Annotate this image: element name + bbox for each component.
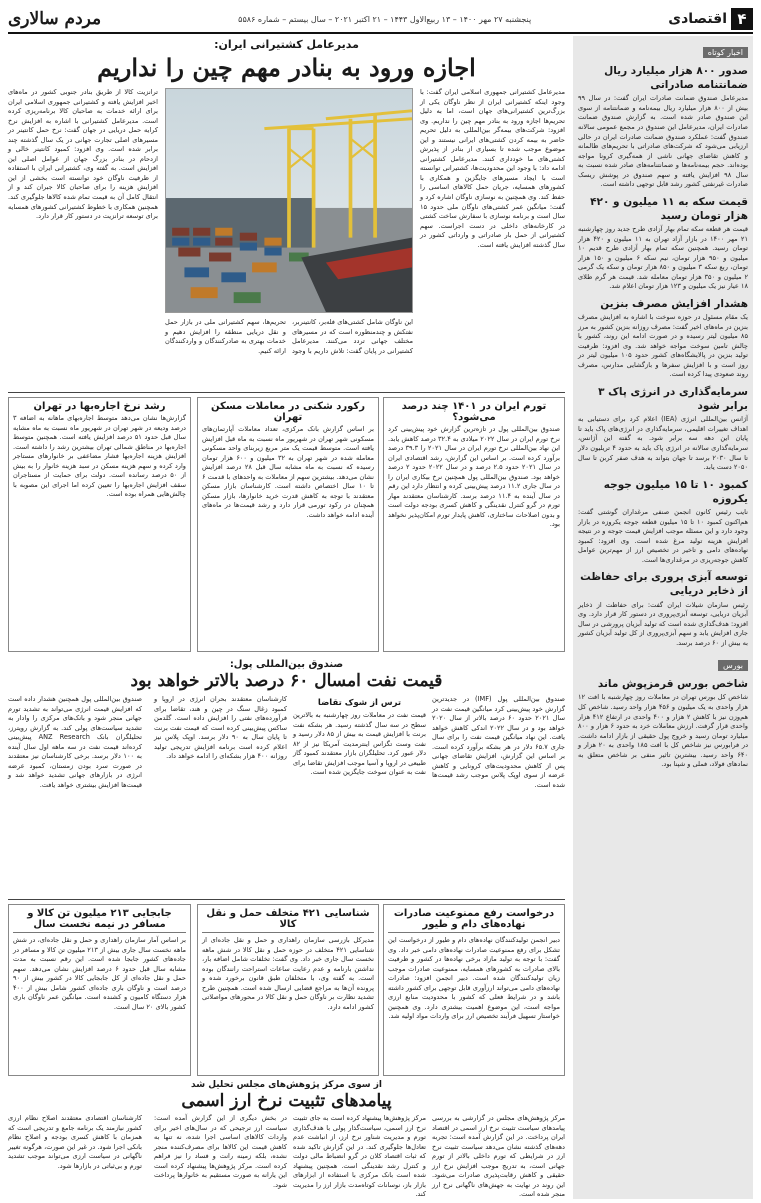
- brief-title: توسعه آبزی پروری برای حفاظت از ذخایر دریایی: [580, 571, 748, 598]
- oil-column: کارشناسان معتقدند بحران انرژی در اروپا و کمبود زغال سنگ در چین و هند، تقاضا برای فرآورده‌های نفتی را افزایش داده است. گلدمن ساکس پیش‌بینی کرده است که قیمت نفت برنت تا پایان سال به ۹۰ دلار برسد. اوپک پلاس نیز اعلام کرده است برنامه افزایش تدریجی تولید روزانه ۴۰۰ هزار بشکه‌ای را ادامه خواهد داد.: [154, 695, 287, 761]
- brief-item: [578, 478, 748, 566]
- bourse-tag: بورس: [718, 660, 748, 671]
- brief-body: یک مقام مسئول در حوزه سوخت با اشاره به افزایش مصرف بنزین در ماه‌های اخیر گفت: مصرف روزانه بنزین کشور به مرز ۸۵ میلیون لیتر رسیده و در صورت ادامه این روند، کشور با چالش تامین سوخت مواجه خواهد شد. وی افزود: ظرفیت تولید بنزین در پالایشگاه‌های کشور حدود ۱۰۵ میلیون لیتر در روز است و با افزایش سفرها و بازگشایی مدارس، مصرف روند صعودی پیدا کرده است.: [578, 313, 748, 379]
- lead-kicker: مدیرعامل کشتیرانی ایران:: [214, 38, 359, 51]
- bottom-story-title: جابجایی ۲۱۳ میلیون تن کالا و مسافر در نیمه نخست سال: [13, 908, 186, 933]
- lead-column-secondary: ترانزیت کالا از طریق بنادر جنوبی کشور در ماه‌های اخیر افزایش یافته و کشتیرانی جمهوری اسلامی ایران برای ارائه خدمات به صاحبان کالا برنامه‌ریزی کرده است. مدیرعامل کشتیرانی با اشاره به افزایش نرخ کرایه حمل دریایی در جهان گفت: نرخ حمل کانتینر در مسیرهای اصلی تجارت جهانی در یک سال گذشته چند برابر شده است. وی افزود: کمبود کانتینر خالی و ازدحام در بنادر بزرگ جهان از عوامل اصلی این افزایش است. به گفته وی، کشتیرانی ایران با استفاده از ظرفیت ناوگان خود توانسته است بخشی از این افزایش هزینه را برای صاحبان کالا جبران کند و از انتقال کامل آن به قیمت تمام شده کالاها جلوگیری کند. همچنین همکاری با خطوط کشتیرانی کشورهای همسایه برای توسعه ترانزیت در دستور کار قرار دارد.: [8, 88, 158, 221]
- brief-body: آژانس بین‌المللی انرژی (IEA) اعلام کرد برای دستیابی به اهداف تغییرات اقلیمی، سرمایه‌گذاری در انرژی‌های پاک باید تا پایان این دهه سه برابر شود. به گفته این آژانس، سرمایه‌گذاری سالانه در انرژی پاک باید به حدود ۴ تریلیون دلار تا سال ۲۰۳۰ برسد تا جهان بتواند به هدف صفر کربن تا سال ۲۰۵۰ دست یابد.: [578, 415, 749, 472]
- bottom-story-body: دبیر انجمن تولیدکنندگان نهاده‌های دام و طیور از درخواست این تشکل برای رفع ممنوعیت صادرات نهاده‌های دامی خبر داد. وی گفت: با توجه به تولید مازاد برخی نهاده‌ها در کشور و ظرفیت بالای صادرات به کشورهای همسایه، ممنوعیت صادرات موجب زیان تولیدکنندگان شده است. دبیر انجمن افزود: صادرات نهاده‌های دامی می‌تواند ارزآوری قابل توجهی برای کشور داشته باشد و در شرایط فعلی که کشور با محدودیت منابع ارزی مواجه است، این موضوع اهمیت بیشتری دارد. وی همچنین خواستار تسهیل فرآیند تخصیص ارز برای واردات مواد اولیه شد.: [388, 936, 560, 1021]
- boxed-stories: [8, 397, 565, 659]
- bourse-title: شاخص بورس قرمزپوش ماند: [597, 678, 748, 691]
- boxed-story-body: صندوق بین‌المللی پول در تازه‌ترین گزارش خود پیش‌بینی کرد نرخ تورم ایران در سال ۲۰۲۲ میلادی به ۳۲.۴ درصد کاهش یابد. این نهاد بین‌المللی نرخ تورم ایران در سال ۲۰۲۱ را ۳۹.۳ درصد برآورد کرده است. بر اساس این گزارش، رشد اقتصادی ایران در سال ۲۰۲۱ حدود ۲.۵ درصد و در سال ۲۰۲۲ حدود ۲ درصد خواهد بود. صندوق بین‌المللی پول همچنین نرخ بیکاری ایران را در سال جاری ۱۱.۲ درصد پیش‌بینی کرده و انتظار دارد این رقم در سال آینده به ۱۱.۴ درصد برسد. کارشناسان معتقدند مهار تورم در گرو کنترل نقدینگی و کاهش کسری بودجه دولت است و بدون اصلاحات ساختاری، کاهش پایدار تورم امکان‌پذیر نخواهد بود.: [388, 425, 561, 529]
- bottom-stories: [8, 904, 565, 1080]
- brief-body: رئیس سازمان شیلات ایران گفت: برای حفاظت از ذخایر آبزیان دریایی، توسعه آبزی‌پروری در دستور کار قرار دارد. وی افزود: هدف‌گذاری شده است که تولید آبزیان پرورشی در سال جاری افزایش یابد و سهم آبزی‌پروری از کل تولید آبزیان کشور به بیش از ۶۰ درصد برسد.: [578, 600, 748, 647]
- brief-title: صدور ۸۰۰ هزار میلیارد ریال ضمانتنامه صادراتی: [604, 65, 748, 92]
- fx-column: در بخش دیگری از این گزارش آمده است: سیاست ارز ترجیحی که در سال‌های اخیر برای واردات کالاهای اساسی اجرا شده، نه تنها به کاهش قیمت این کالاها برای مصرف‌کننده منجر نشده، بلکه زمینه رانت و فساد را نیز فراهم کرده است. مرکز پژوهش‌ها پیشنهاد کرده است این یارانه به صورت مستقیم به خانوارها پرداخت شود.: [154, 1114, 287, 1189]
- fx-column: کارشناسان اقتصادی معتقدند اصلاح نظام ارزی کشور نیازمند یک برنامه جامع و تدریجی است که همزمان با کاهش کسری بودجه و اصلاح نظام بانکی اجرا شود. در غیر این صورت، هرگونه تغییر ناگهانی در سیاست ارزی می‌تواند موجب تشدید تورم و بی‌ثباتی در بازارها شود.: [8, 1114, 142, 1170]
- oil-kicker: صندوق بین‌المللی پول:: [229, 659, 344, 670]
- bottom-story-body: مدیرکل بازرسی سازمان راهداری و حمل و نقل جاده‌ای از شناسایی ۴۲۱ متخلف در حوزه حمل و نقل کالا در شش ماهه نخست سال جاری خبر داد. وی گفت: تخلفات شامل اضافه بار، نداشتن بارنامه و عدم رعایت ساعات استراحت رانندگان بوده است. به گفته وی، با متخلفان طبق قانون برخورد شده و پرونده آن‌ها به مراجع قضایی ارسال شده است. همچنین طرح تشدید نظارت بر ناوگان حمل و نقل کالا در محورهای مواصلاتی کشور ادامه دارد.: [202, 936, 374, 1011]
- news-briefs-sidebar: [573, 36, 753, 1199]
- main-content: [8, 36, 565, 1199]
- oil-subhead: ترس از شوک تقاضا: [317, 698, 402, 708]
- fx-column: مرکز پژوهش‌های مجلس در گزارشی به بررسی پیامدهای سیاست تثبیت نرخ ارز اسمی در اقتصاد ایران پرداخت. در این گزارش آمده است: تجربه دهه‌های گذشته نشان می‌دهد سیاست تثبیت نرخ ارز در شرایطی که تورم داخلی بالاتر از تورم جهانی است، به تدریج موجب افزایش نرخ ارز حقیقی و کاهش رقابت‌پذیری صادرات می‌شود. این روند در نهایت به جهش‌های ناگهانی نرخ ارز منجر شده است.: [432, 1114, 565, 1199]
- fx-kicker: از سوی مرکز پژوهش‌های مجلس تحلیل شد: [191, 1080, 382, 1090]
- oil-column: صندوق بین‌المللی پول همچنین هشدار داده است که افزایش قیمت انرژی می‌تواند به تشدید تورم جهانی منجر شود و بانک‌های مرکزی را وادار به تشدید سیاست‌های پولی کند. به گزارش رویترز، تحلیلگران بانک ANZ Research پیش‌بینی کرده‌اند قیمت نفت در سه ماهه اول سال آینده به ۱۰۰ دلار برسد. برخی کارشناسان نیز معتقدند در صورت سرد بودن زمستان، کمبود عرضه انرژی در بازارهای جهانی تشدید خواهد شد و قیمت‌ها افزایش بیشتری خواهد یافت.: [8, 695, 142, 789]
- bottom-story: [383, 904, 565, 1076]
- brief-body: قیمت هر قطعه سکه تمام بهار آزادی طرح جدید روز چهارشنبه ۲۱ مهر ۱۴۰۰ در بازار آزاد تهران به ۱۱ میلیون و ۴۲۰ هزار تومان رسید. همچنین سکه تمام بهار آزادی طرح قدیم ۱۰ میلیون و ۹۵۰ هزار تومان، نیم سکه ۶ میلیون و ۱۵۰ هزار تومان، ربع سکه ۳ میلیون و ۸۵۰ هزار تومان و سکه یک گرمی ۲ میلیون و ۳۵۰ هزار تومان معامله شد. قیمت هر گرم طلای ۱۸ عیار نیز یک میلیون و ۱۲۳ هزار تومان اعلام شد.: [578, 225, 749, 291]
- bottom-story-title: درخواست رفع ممنوعیت صادرات نهاده‌های دام و طیور: [388, 908, 560, 933]
- brief-title: هشدار افزایش مصرف بنزین: [600, 297, 748, 310]
- brief-body: نایب رئیس کانون انجمن صنفی مرغداران گوشتی گفت: هم‌اکنون کمبود ۱۰ تا ۱۵ میلیون قطعه جوجه یکروزه در بازار وجود دارد و این مسئله موجب افزایش قیمت جوجه و در نتیجه افزایش هزینه تولید مرغ شده است. وی افزود: کمبود نهاده‌های دامی و تاخیر در تخصیص ارز از مهم‌ترین عوامل کاهش جوجه‌ریزی در مرغداری‌ها است.: [578, 507, 748, 564]
- boxed-story-title: رشد نرخ اجاره‌بها در تهران: [33, 401, 166, 412]
- port-cranes-photo: [165, 88, 413, 313]
- bottom-story-body: بر اساس آمار سازمان راهداری و حمل و نقل جاده‌ای، در شش ماهه نخست سال جاری بیش از ۲۱۳ میلیون تن کالا و مسافر در جاده‌های کشور جابجا شده است. این رقم نسبت به مدت مشابه سال قبل حدود ۶ درصد افزایش نشان می‌دهد. سهم حمل و نقل جاده‌ای از کل جابجایی کالا در کشور بیش از ۹۰ درصد است و ناوگان باری جاده‌ای کشور شامل بیش از ۴۰۰ هزار دستگاه کامیون و کشنده است. میانگین عمر ناوگان باری کشور بالای ۲۰ سال است.: [13, 936, 186, 1011]
- sidebar-tag: اخبار کوتاه: [703, 47, 748, 58]
- brief-item: [578, 195, 748, 292]
- boxed-story-body: گزارش‌ها نشان می‌دهد متوسط اجاره‌بهای ماهانه به اضافه ۳ درصد ودیعه در شهر تهران در شهریور ماه نسبت به ماه مشابه سال قبل حدود ۵۱ درصد افزایش یافته است. همچنین متوسط اجاره‌بها در مناطق شمالی تهران بیشترین رشد را داشته است. افزایش هزینه اجاره‌بها فشار مضاعفی بر خانوارهای مستاجر وارد کرده و سهم هزینه مسکن در سبد هزینه خانوار را به بیش از ۵۰ درصد رسانده است. دولت برای حمایت از مستاجران سقف افزایش اجاره‌بها را تعیین کرده اما اجرای این مصوبه با چالش‌هایی همراه بوده است.: [13, 414, 186, 499]
- brief-item: [578, 385, 748, 473]
- brief-body: مدیرعامل صندوق ضمانت صادرات ایران گفت: در سال ۹۹ بیش از ۸۰۰ هزار میلیارد ریال بیمه‌نامه و ضمانتنامه از سوی این صندوق صادر شده است. به گزارش صندوق ضمانت صادرات ایران، مدیرعامل این صندوق در مجمع عمومی سالانه صندوق گفت: عملکرد صندوق ضمانت صادرات ایران در حالی ارزیابی می‌شود که شرکت‌های صادراتی با تحریم‌های ظالمانه و کاهش تقاضای جهانی ناشی از همه‌گیری کرونا مواجه بوده‌اند. حجم بیمه‌نامه‌ها و ضمانتنامه‌های صادر شده نسبت به سال ۹۸ افزایش یافته و سهم صندوق در پوشش ریسک صادرات غیرنفتی کشور رشد قابل توجهی داشته است.: [578, 94, 748, 189]
- oil-column-text: قیمت نفت در معاملات روز چهارشنبه به بالاترین سطح در سه سال گذشته رسید. هر بشکه نفت برنت با افزایش قیمت به بیش از ۸۵ دلار رسید و نفت وست تگزاس اینترمدیت آمریکا نیز از ۸۲ دلار عبور کرد. تحلیلگران بازار معتقدند کمبود گاز طبیعی در اروپا و آسیا موجب افزایش تقاضا برای نفت به عنوان سوخت جایگزین شده است.: [293, 711, 426, 777]
- newspaper-logo: مردم سالاری: [8, 9, 102, 29]
- brief-title: کمبود ۱۰ تا ۱۵ میلیون جوجه یکروزه: [603, 478, 748, 505]
- boxed-story: [383, 397, 565, 652]
- port-photo-illustration: [166, 89, 412, 312]
- lead-under-photo: [165, 318, 413, 356]
- bottom-story: [197, 904, 379, 1076]
- bottom-story: [8, 904, 191, 1076]
- lead-under-text: این ناوگان شامل کشتی‌های فله‌بر، کانتینربر، نفتکش و چندمنظوره است که در مسیرهای مختلف جهانی تردد می‌کنند. مدیرعامل کشتیرانی در پایان گفت: تلاش داریم با وجود تحریم‌ها، سهم کشتیرانی ملی در بازار حمل و نقل دریایی منطقه را افزایش دهیم و خدمات بهتری به صادرکنندگان و واردکنندگان ارائه کنیم.: [165, 318, 413, 355]
- section-number: ۴: [731, 8, 753, 30]
- masthead: [8, 6, 753, 34]
- lead-column: مدیرعامل کشتیرانی جمهوری اسلامی ایران گفت: با وجود اینکه کشتیرانی ایران از نظر ناوگان یکی از بزرگ‌ترین کشتیرانی‌های جهان است، اما به دلیل تحریم‌ها اجازه ورود به بنادر مهم چین را نداریم. وی افزود: شرکت‌های بیمه‌گر بین‌المللی به دلیل تحریم حاضر به بیمه کردن کشتی‌های ایرانی نیستند و این موضوع موجب شده تا بسیاری از بنادر از پذیرش کشتی‌های ما خودداری کنند. مدیرعامل کشتیرانی ادامه داد: با وجود این محدودیت‌ها، کشتیرانی توانسته است با ایجاد مسیرهای جایگزین و همکاری با کشورهای همسایه، جریان حمل کالاهای اساسی را حفظ کند. وی همچنین به نوسازی ناوگان اشاره کرد و گفت: میانگین عمر کشتی‌های ناوگان ملی حدود ۱۵ سال است و برنامه نوسازی با سفارش ساخت کشتی در کارخانه‌های داخلی در دست اجراست. سهم کشتیرانی از حمل بار صادراتی و وارداتی کشور در سال گذشته افزایش یافته است.: [420, 88, 565, 249]
- brief-title: سرمایه‌گذاری در انرژی پاک ۳ برابر شود: [598, 385, 748, 413]
- lead-headline: اجازه ورود به بنادر مهم چین را نداریم: [97, 53, 476, 82]
- fx-story: [8, 1114, 565, 1203]
- oil-headline: قیمت نفت امسال ۶۰ درصد بالاتر خواهد بود: [130, 671, 443, 691]
- boxed-story: [197, 397, 379, 652]
- brief-title: قیمت سکه به ۱۱ میلیون و ۴۲۰ هزار تومان رسید: [590, 195, 748, 222]
- brief-item: [578, 64, 748, 190]
- section-name: اقتصادی: [668, 11, 727, 27]
- oil-story: [8, 695, 565, 895]
- boxed-story-body: بر اساس گزارش بانک مرکزی، تعداد معاملات آپارتمان‌های مسکونی شهر تهران در شهریور ماه نسبت به ماه قبل افزایش یافته است. متوسط قیمت یک متر مربع زیربنای واحد مسکونی معامله شده در شهر تهران به ۳۲ میلیون و ۶۰۰ هزار تومان رسیده که نسبت به ماه مشابه سال قبل ۲۸ درصد افزایش نشان می‌دهد. بیشترین سهم از معاملات به واحدهای با قدمت ۶ تا ۱۰ سال اختصاص داشته است. کارشناسان بازار مسکن معتقدند با توجه به کاهش قدرت خرید خانوارها، بازار مسکن همچنان در رکود تورمی قرار دارد و رشد قیمت‌ها در ماه‌های آینده ادامه خواهد داشت.: [202, 425, 375, 519]
- boxed-story-title: تورم ایران در ۱۴۰۱ چند درصد می‌شود؟: [401, 401, 547, 423]
- oil-column: صندوق بین‌المللی پول (IMF) در جدیدترین گزارش خود پیش‌بینی کرد میانگین قیمت نفت در سال ۲۰۲۱ حدود ۶۰ درصد بالاتر از سال ۲۰۲۰ خواهد بود و در سال ۲۰۲۲ اندکی کاهش خواهد یافت. این نهاد میانگین قیمت نفت را برای سال جاری ۶۵.۷ دلار در هر بشکه برآورد کرده است. بر اساس این گزارش، افزایش تقاضای جهانی پس از کاهش محدودیت‌های کرونایی و کاهش عرضه از سوی اوپک پلاس موجب رشد قیمت‌ها شده است.: [432, 695, 566, 789]
- bottom-story-title: شناسایی ۴۲۱ متخلف حمل و نقل کالا: [202, 908, 374, 933]
- dateline: پنجشنبه ۲۷ مهر ۱۴۰۰ – ۱۳ ربیع‌الاول ۱۴۴۳ – ۲۱ اکتبر ۲۰۲۱ – سال بیستم – شماره ۵۵۸۶: [238, 14, 532, 24]
- fx-column: مرکز پژوهش‌ها پیشنهاد کرده است به جای تثبیت نرخ ارز اسمی، سیاست‌گذار پولی با هدف‌گذاری تورم و مدیریت شناور نرخ ارز، از انباشت عدم تعادل‌ها جلوگیری کند. در این گزارش تاکید شده که ثبات اقتصاد کلان در گرو انضباط مالی دولت و کنترل رشد نقدینگی است. همچنین پیشنهاد شده است بانک مرکزی با استفاده از ابزارهای بازار باز، نوسانات کوتاه‌مدت بازار ارز را مدیریت کند.: [293, 1114, 426, 1199]
- section-tag: [668, 8, 753, 30]
- boxed-story: [8, 397, 191, 652]
- brief-item: [578, 297, 748, 380]
- bourse-body: شاخص کل بورس تهران در معاملات روز چهارشنبه با افت ۱۲ هزار واحدی به یک میلیون و ۴۵۶ هزار واحد رسید. شاخص کل هم‌وزن نیز با کاهش ۲ هزار و ۴۰۰ واحدی در ارتفاع ۴۱۲ هزار واحدی قرار گرفت. ارزش معاملات خرد به حدود ۶ هزار و ۸۰۰ میلیارد تومان رسید و خروج پول حقیقی از بازار ادامه داشت. در فرابورس نیز شاخص کل با افت ۱۸۵ واحدی به ۲۰ هزار و ۶۴۰ واحد رسید. بیشترین تاثیر منفی بر شاخص متعلق به نمادهای فولاد، فملی و شپنا بود.: [578, 693, 749, 769]
- boxed-story-title: رکورد شکنی در معاملات مسکن تهران: [211, 401, 365, 423]
- bourse-item: [578, 677, 748, 770]
- fx-headline: پیامدهای تثبیت نرخ ارز اسمی: [181, 1091, 392, 1111]
- brief-item: [578, 570, 748, 648]
- oil-column: [293, 695, 426, 778]
- lead-story: [8, 88, 565, 388]
